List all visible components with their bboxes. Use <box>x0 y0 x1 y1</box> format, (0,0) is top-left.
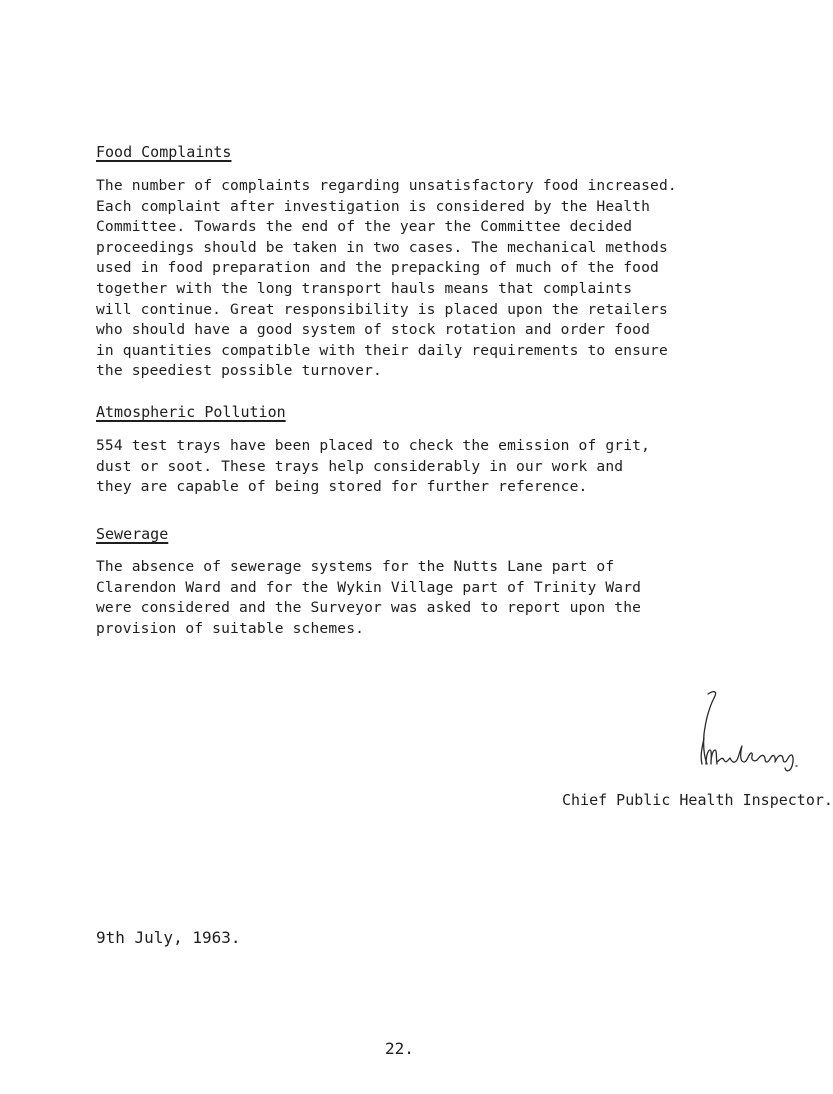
food-complaints-paragraph: The number of complaints regarding unsatisfactory food increased. Each complaint after investigation is considered by the Health Committee. Towards the end of the year the Committee decided proceedings should be taken in two cases. The mechanical methods used in food preparation and the prepacking of much of the food together with the long transport hauls means that complaints will continue. Great responsibility is placed upon the retailers who should have a good system of stock rotation and order food in quantities compatible with their daily requirements to ensure the speediest possible turnover. <box>96 177 677 380</box>
sewerage-heading: Sewerage <box>96 525 169 543</box>
sewerage-paragraph: The absence of sewerage systems for the Nutts Lane part of Clarendon Ward and for the Wykin Village part of Trinity Ward were considered and the Surveyor was asked to report upon the provision of suitable schemes. <box>96 558 642 637</box>
food-complaints-heading: Food Complaints <box>96 143 232 161</box>
signatory-title: Chief Public Health Inspector. <box>562 791 833 809</box>
atmospheric-pollution-paragraph: 554 test trays have been placed to check the emission of grit, dust or soot. These trays help considerably in our work and they are capable of being stored for further reference. <box>96 437 651 496</box>
handwritten-signature <box>680 676 820 786</box>
document-date: 9th July, 1963. <box>96 928 241 947</box>
page-number: 22. <box>385 1039 414 1058</box>
atmospheric-pollution-heading: Atmospheric Pollution <box>96 403 286 421</box>
